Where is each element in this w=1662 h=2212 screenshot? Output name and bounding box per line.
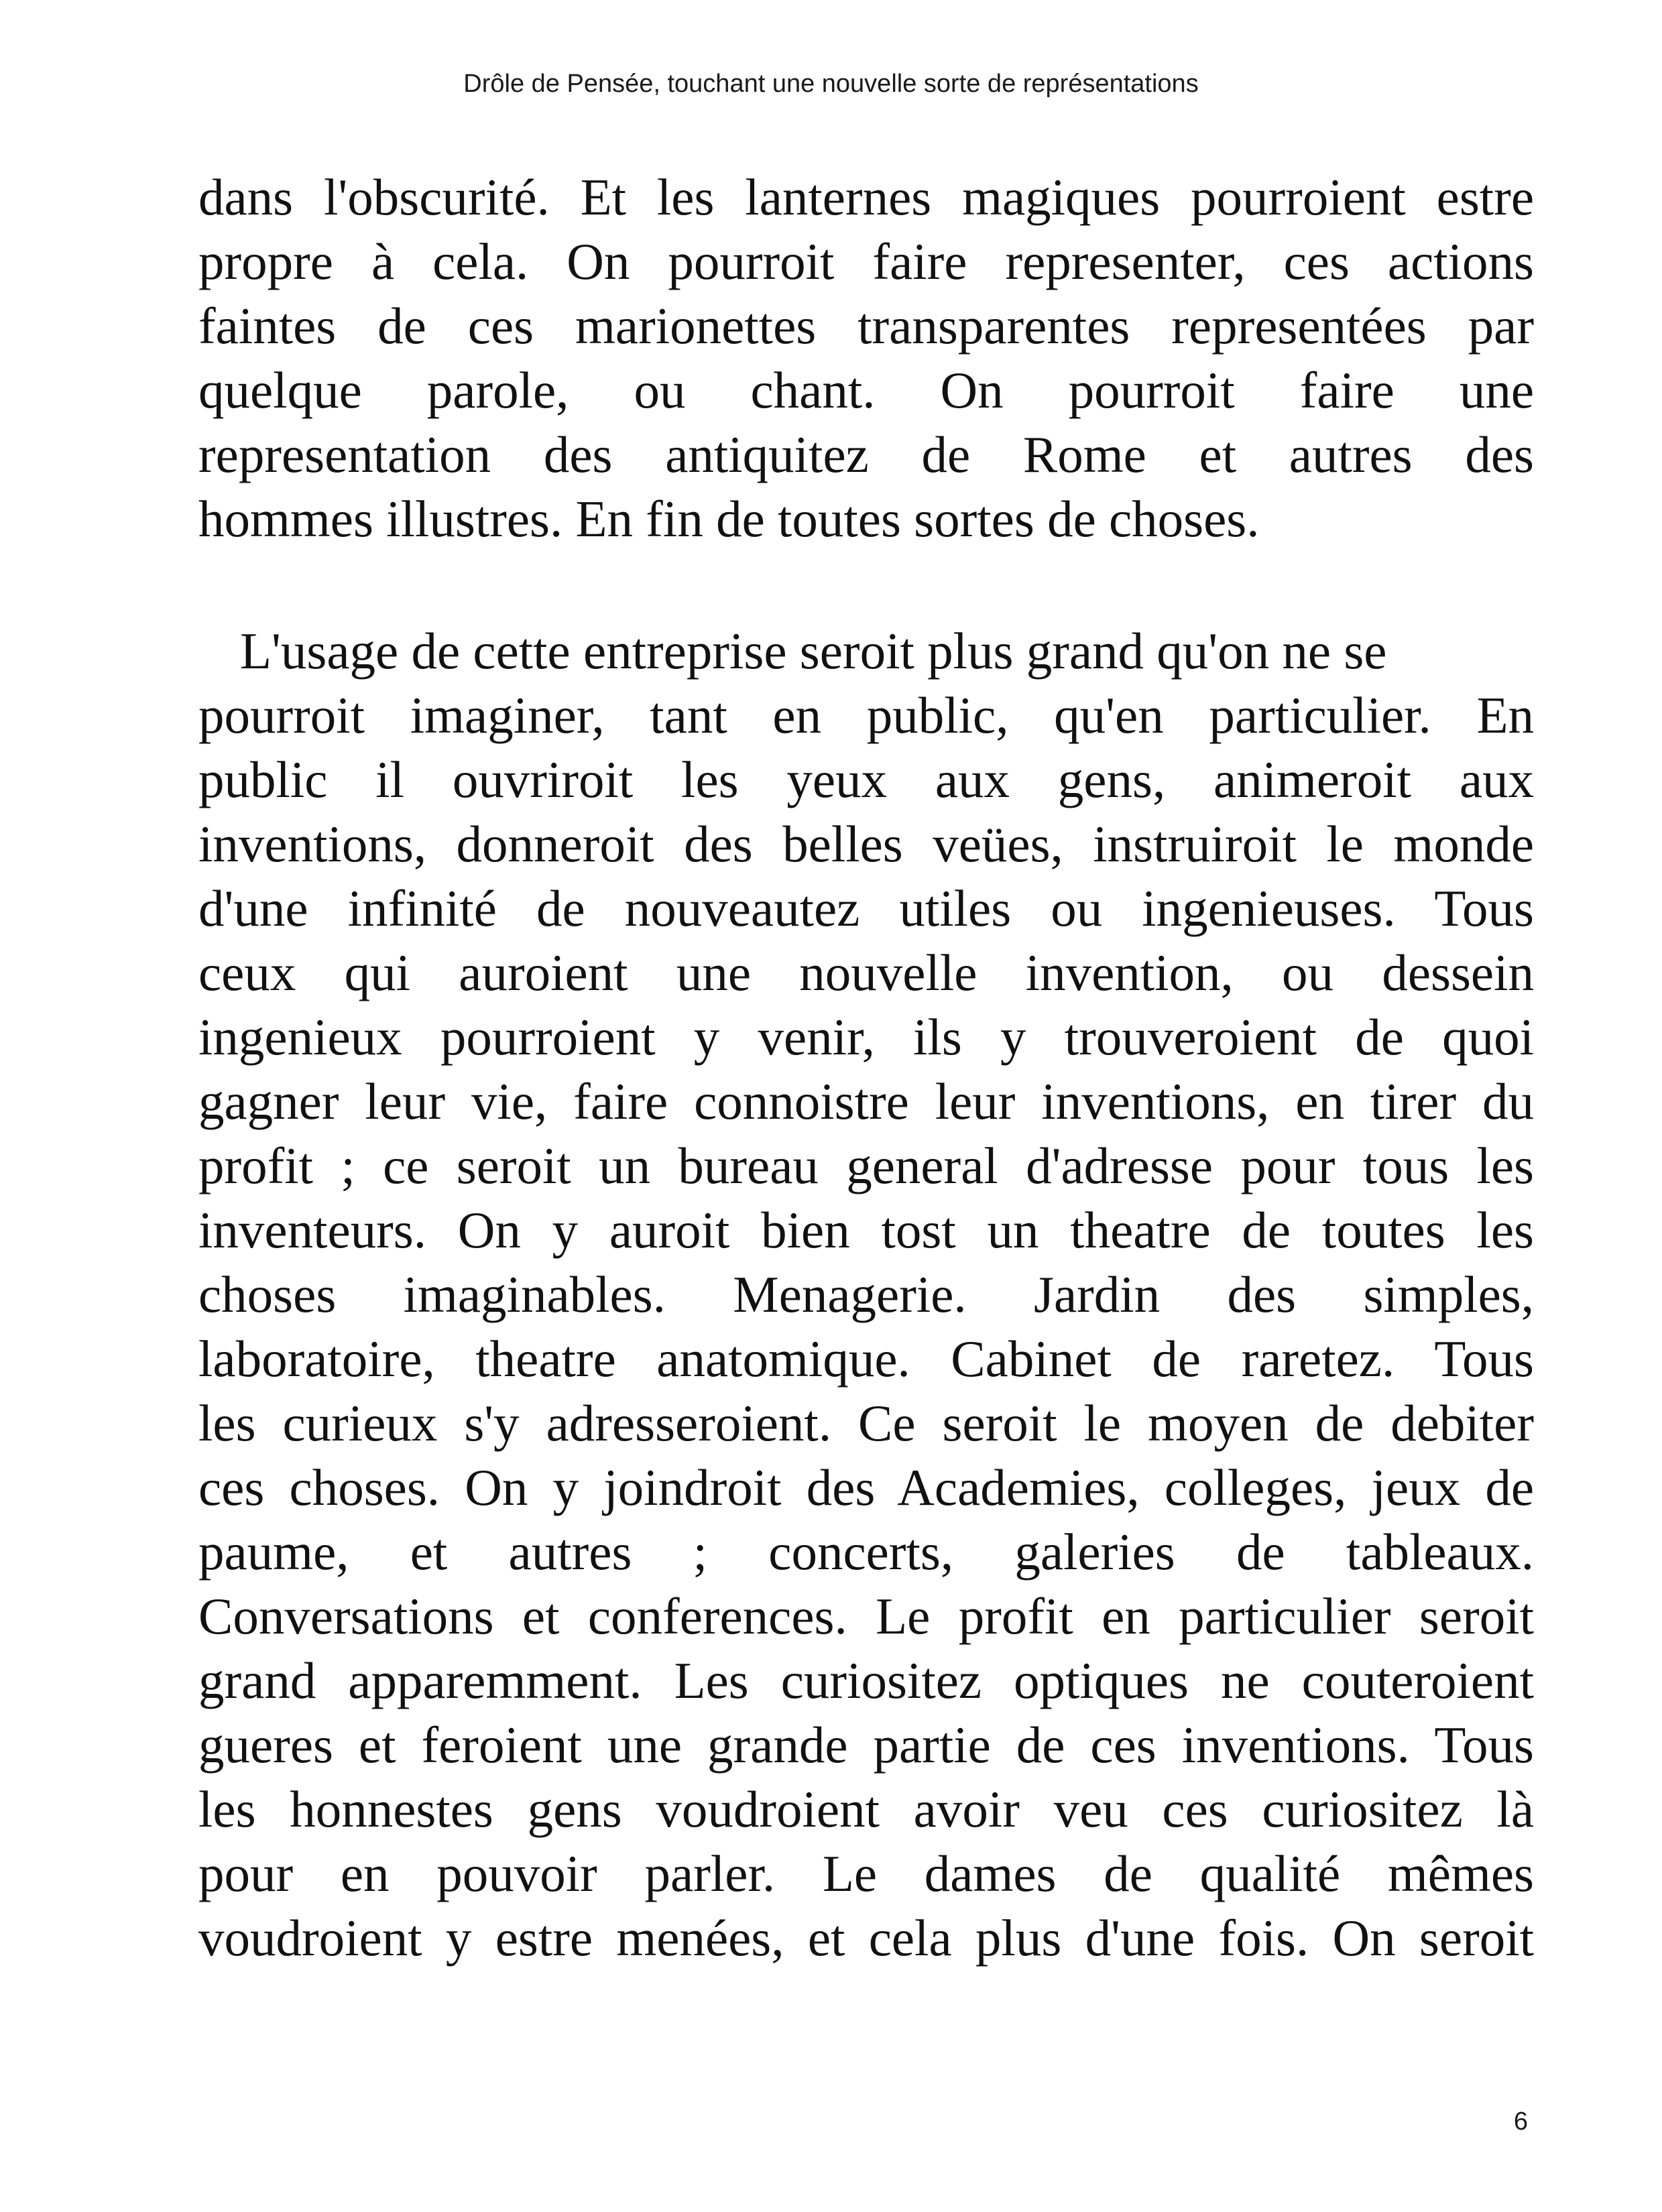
text-line: L'usage de cette entreprise seroit plus grand qu'on ne se [240,622,1387,680]
text-line: inventeurs. On y auroit bien tost un theatre de toutes les [198,1201,1534,1259]
text-line: d'une infinité de nouveautez utiles ou ingenieuses. Tous [198,879,1534,937]
text-line: pour en pouvoir parler. Le dames de qualité mêmes [198,1845,1534,1902]
paragraph [198,619,1534,1970]
text-line: propre à cela. On pourroit faire representer, ces actions [198,233,1534,290]
text-line: public il ouvriroit les yeux aux gens, animeroit aux [198,751,1534,808]
text-line: laboratoire, theatre anatomique. Cabinet de raretez. Tous [198,1330,1534,1388]
text-line: hommes illustres. En fin de toutes sortes de choses. [198,490,1260,548]
text-line: choses imaginables. Menagerie. Jardin des simples, [198,1266,1534,1323]
page-number: 6 [1513,2107,1528,2136]
text-line: les honnestes gens voudroient avoir veu ces curiositez là [198,1780,1534,1838]
text-line: voudroient y estre menées, et cela plus d'une fois. On seroit [198,1909,1534,1967]
text-line: Conversations et conferences. Le profit en particulier seroit [198,1587,1534,1645]
text-line: les curieux s'y adresseroient. Ce seroit le moyen de debiter [198,1394,1534,1452]
text-line: dans l'obscurité. Et les lanternes magiques pourroient estre [198,168,1534,226]
text-line: paume, et autres ; concerts, galeries de tableaux. [198,1523,1534,1581]
text-line: grand apparemment. Les curiositez optiques ne couteroient [198,1652,1534,1709]
text-line: representation des antiquitez de Rome et autres des [198,426,1534,483]
text-line: pourroit imaginer, tant en public, qu'en particulier. En [198,686,1534,744]
running-header: Drôle de Pensée, touchant une nouvelle sorte de représentations [463,70,1199,98]
text-line: profit ; ce seroit un bureau general d'adresse pour tous les [198,1137,1534,1194]
text-line: inventions, donneroit des belles veües, instruiroit le monde [198,815,1534,873]
text-line: gueres et feroient une grande partie de ces inventions. Tous [198,1716,1534,1774]
text-line: ceux qui auroient une nouvelle invention, ou dessein [198,944,1534,1001]
paragraph [198,165,1534,551]
text-line: gagner leur vie, faire connoistre leur inventions, en tirer du [198,1072,1534,1130]
text-line: quelque parole, ou chant. On pourroit faire une [198,361,1534,419]
text-line: faintes de ces marionettes transparentes representées par [198,297,1534,355]
text-line: ces choses. On y joindroit des Academies, colleges, jeux de [198,1459,1534,1516]
text-line: ingenieux pourroient y venir, ils y trouveroient de quoi [198,1008,1534,1066]
